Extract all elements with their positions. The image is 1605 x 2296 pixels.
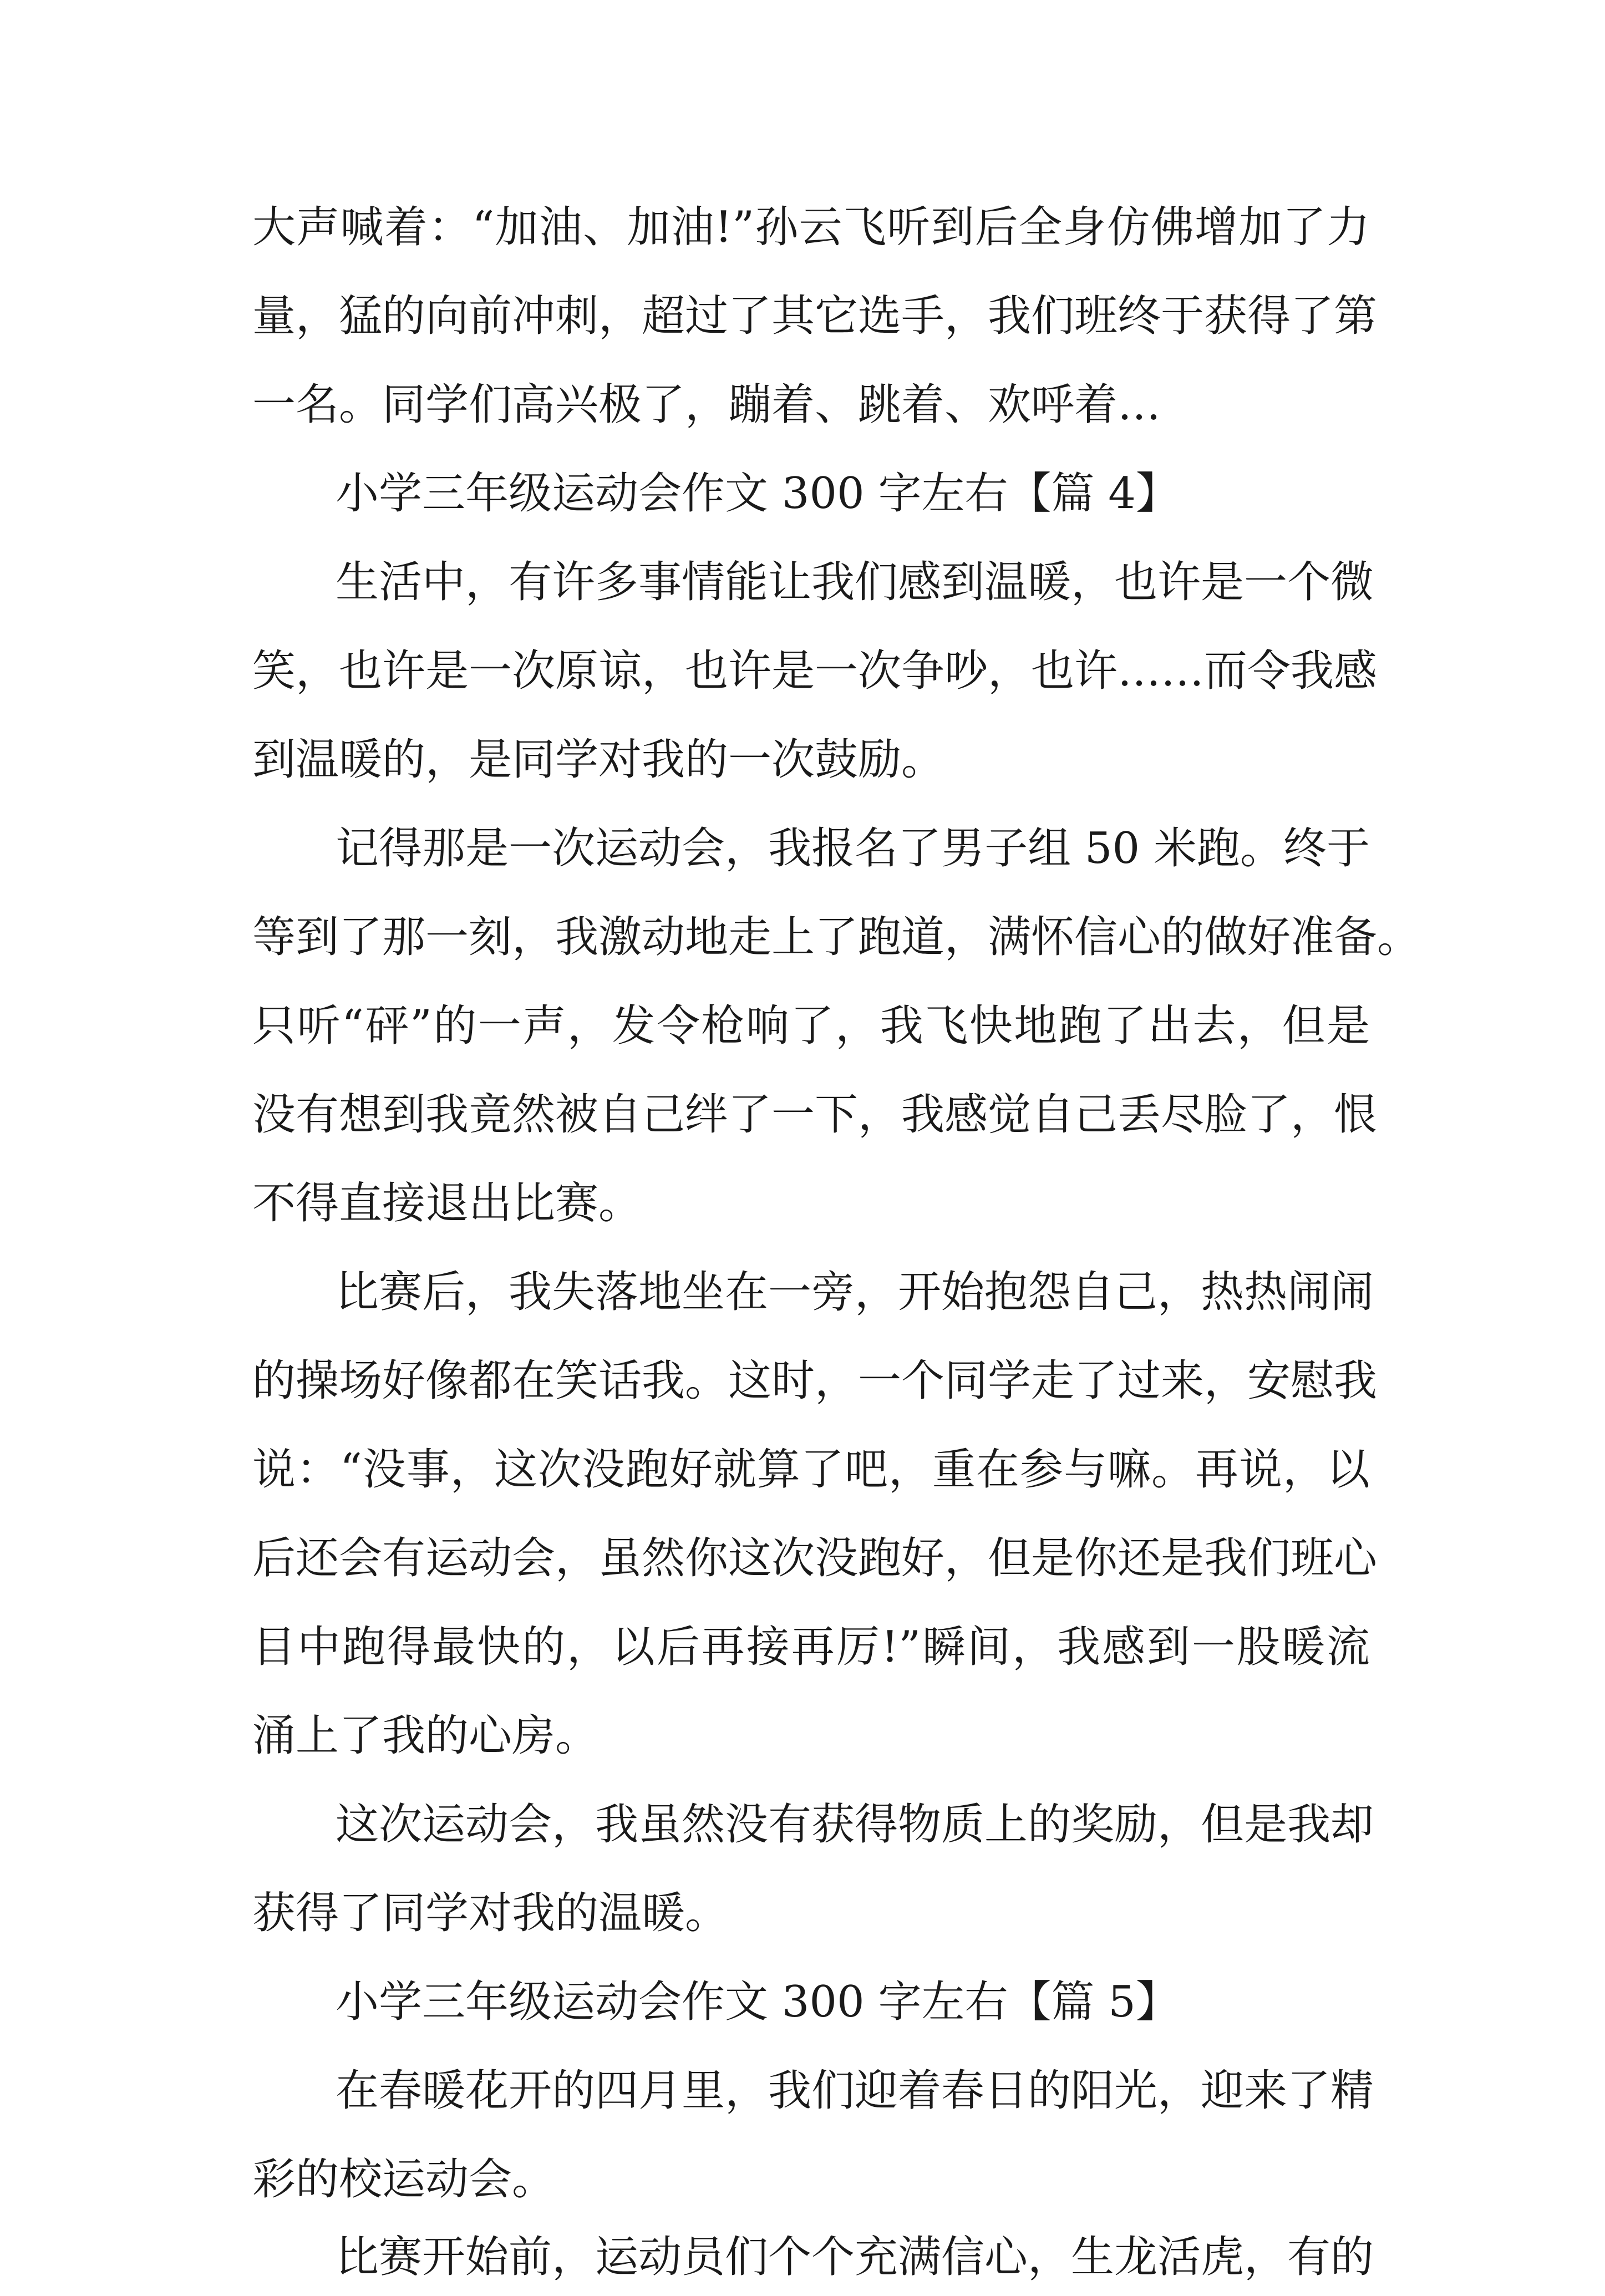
text-line: 这次运动会，我虽然没有获得物质上的奖励，但是我却	[336, 1800, 1374, 1850]
text-line: 到温暖的，是同学对我的一次鼓励。	[252, 735, 945, 785]
text-line: 涌上了我的心房。	[252, 1711, 599, 1761]
section-heading: 小学三年级运动会作文 300 字左右【篇 5】	[336, 1977, 1179, 2027]
text-line: 彩的校运动会。	[252, 2155, 556, 2204]
text-line: 获得了同学对我的温暖。	[252, 1888, 729, 1938]
section-heading: 小学三年级运动会作文 300 字左右【篇 4】	[336, 469, 1179, 519]
text-line: 目中跑得最快的，以后再接再厉!”瞬间，我感到一股暖流	[252, 1622, 1370, 1672]
text-line: 量，猛的向前冲刺，超过了其它选手，我们班终于获得了第	[252, 291, 1378, 341]
text-line: 一名。同学们高兴极了，蹦着、跳着、欢呼着…	[252, 380, 1161, 430]
text-line: 的操场好像都在笑话我。这时，一个同学走了过来，安慰我	[252, 1356, 1378, 1406]
text-line: 笑，也许是一次原谅，也许是一次争吵，也许……而令我感	[252, 646, 1378, 696]
text-line: 没有想到我竟然被自己绊了一下，我感觉自己丢尽脸了，恨	[252, 1090, 1378, 1140]
text-line: 大声喊着：“加油、加油!”孙云飞听到后全身仿佛增加了力	[252, 202, 1370, 252]
text-line: 后还会有运动会，虽然你这次没跑好，但是你还是我们班心	[252, 1533, 1378, 1583]
text-line: 记得那是一次运动会，我报名了男子组 50 米跑。终于	[336, 824, 1370, 873]
text-line: 不得直接退出比赛。	[252, 1179, 642, 1228]
text-line: 比赛开始前，运动员们个个充满信心，生龙活虎，有的	[336, 2232, 1374, 2282]
text-line: 只听“砰”的一声，发令枪响了，我飞快地跑了出去，但是	[252, 1001, 1370, 1051]
text-line: 等到了那一刻，我激动地走上了跑道，满怀信心的做好准备。	[252, 912, 1421, 962]
text-line: 说：“没事，这次没跑好就算了吧，重在参与嘛。再说，以	[252, 1445, 1370, 1495]
text-line: 比赛后，我失落地坐在一旁，开始抱怨自己，热热闹闹	[336, 1267, 1374, 1317]
text-line: 在春暖花开的四月里，我们迎着春日的阳光，迎来了精	[336, 2066, 1374, 2116]
text-line: 生活中，有许多事情能让我们感到温暖，也许是一个微	[336, 557, 1374, 607]
